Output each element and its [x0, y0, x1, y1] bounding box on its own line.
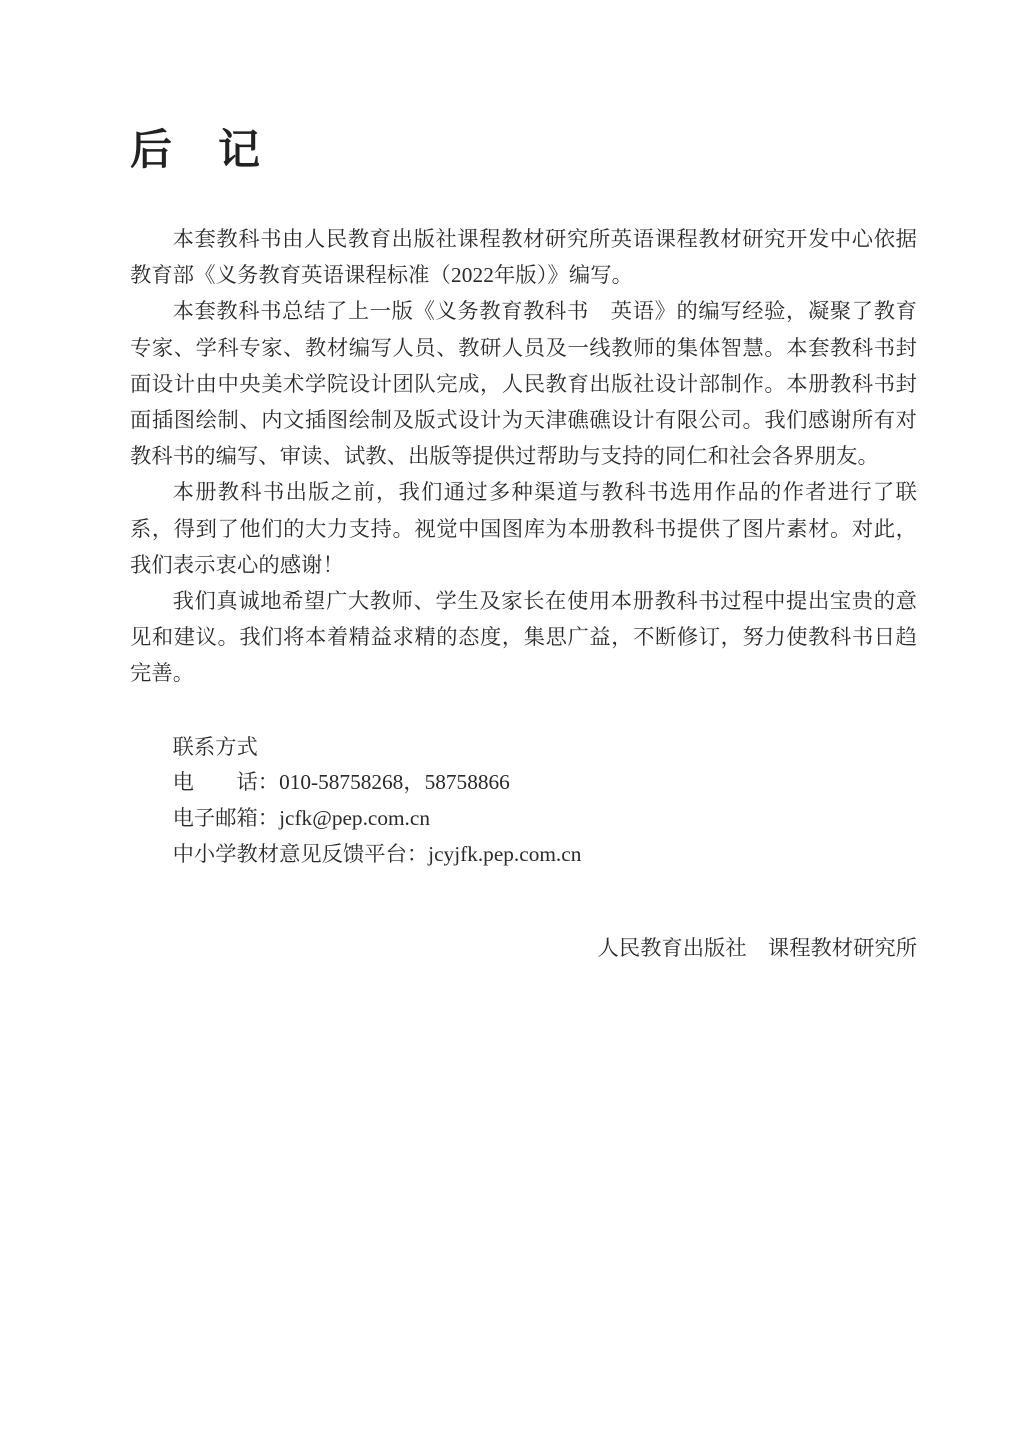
- email-label: 电子邮箱：: [172, 806, 280, 831]
- contact-email-line: [173, 801, 917, 837]
- body-text: [130, 221, 917, 692]
- email-value: jcfk@pep.com.cn: [279, 806, 430, 831]
- contact-section: [130, 730, 917, 873]
- paragraph-source: 本套教科书由人民教育出版社课程教材研究所英语课程教材研究开发中心依据教育部《义务教育英语课程标准（2022年版）》编写。: [130, 227, 917, 288]
- phone-value: 010-58758268，58758866: [279, 770, 510, 795]
- page-title: 后 记: [130, 128, 263, 174]
- contact-heading: 联系方式: [172, 734, 258, 759]
- publisher-signature: 人民教育出版社 课程教材研究所: [597, 936, 917, 961]
- contact-platform-line: [173, 837, 917, 873]
- paragraph-feedback-request: 我们真诚地希望广大教师、学生及家长在使用本册教科书过程中提出宝贵的意见和建议。我们将本着精益求精的态度，集思广益，不断修订，努力使教科书日趋完善。: [130, 589, 917, 686]
- platform-value: jcyjfk.pep.com.cn: [428, 841, 582, 866]
- contact-phone-line: [173, 765, 917, 801]
- paragraph-credits: 本套教科书总结了上一版《义务教育教科书 英语》的编写经验，凝聚了教育专家、学科专家、教材编写人员、教研人员及一线教师的集体智慧。本套教科书封面设计由中央美术学院设计团队完成，人民教育出版社设计部制作。本册教科书封面插图绘制、内文插图绘制及版式设计为天津礁礁设计有限公司。我们感谢所有对教科书的编写、审读、试教、出版等提供过帮助与支持的同仁和社会各界朋友。: [130, 299, 917, 469]
- phone-label: 电 话：: [172, 770, 280, 795]
- platform-label: 中小学教材意见反馈平台：: [172, 841, 429, 866]
- paragraph-acknowledgement: 本册教科书出版之前，我们通过多种渠道与教科书选用作品的作者进行了联系，得到了他们的大力支持。视觉中国图库为本册教科书提供了图片素材。对此，我们表示衷心的感谢！: [130, 480, 917, 577]
